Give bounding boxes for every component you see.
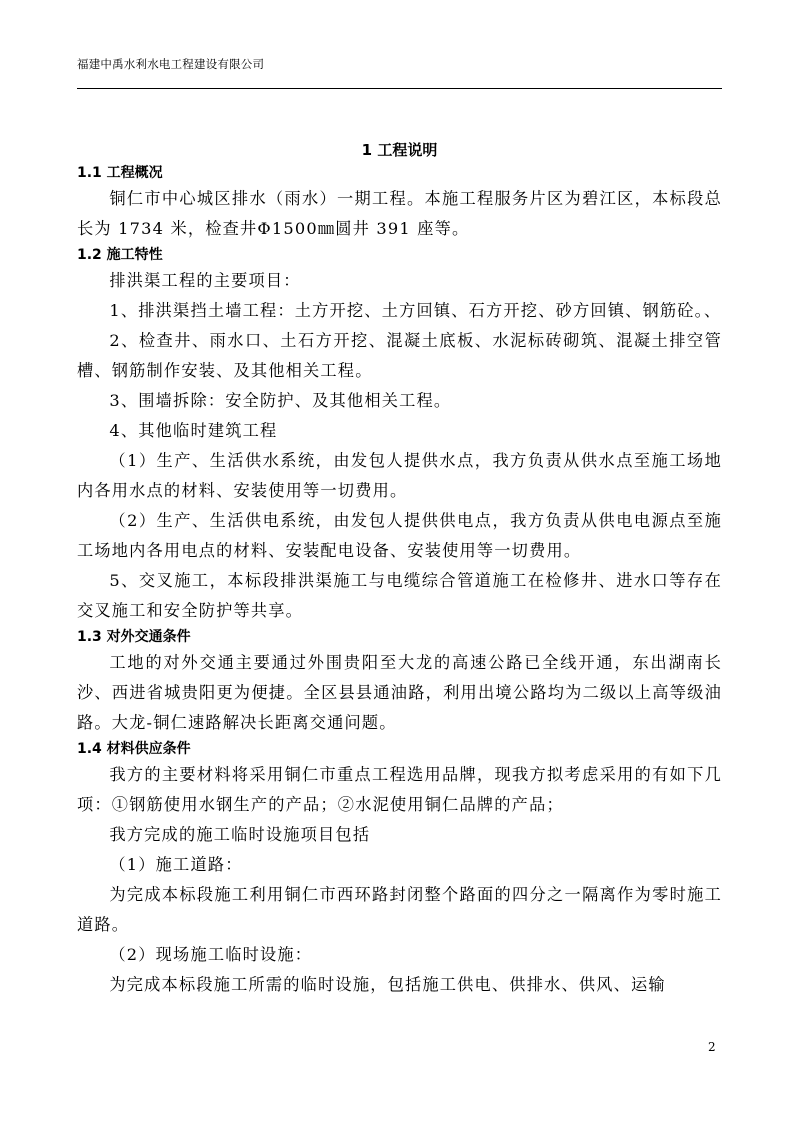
- header-divider: [77, 88, 722, 89]
- paragraph: 为完成本标段施工利用铜仁市西环路封闭整个路面的四分之一隔离作为零时施工道路。: [77, 885, 722, 934]
- paragraph: 1、排洪渠挡土墙工程：土方开挖、土方回镇、石方开挖、砂方回镇、钢筋砼。、: [109, 301, 722, 320]
- page-header-company: 福建中禹水利水电工程建设有限公司: [77, 57, 265, 71]
- paragraph: 2、检查井、雨水口、土石方开挖、混凝土底板、水泥标砖砌筑、混凝土排空管槽、钢筋制作安装、及其他相关工程。: [77, 331, 722, 380]
- paragraph: 我方的主要材料将采用铜仁市重点工程选用品牌，现我方拟考虑采用的有如下几项：①钢筋使用水钢生产的产品；②水泥使用铜仁品牌的产品；: [77, 765, 722, 814]
- paragraph: 铜仁市中心城区排水（雨水）一期工程。本施工程服务片区为碧江区，本标段总长为 1734 米，检查井Φ1500㎜圆井 391 座等。: [77, 189, 722, 238]
- section-heading: 1.4 材料供应条件: [77, 741, 191, 757]
- paragraph: 排洪渠工程的主要项目：: [109, 271, 301, 290]
- document-body: [77, 138, 722, 1000]
- section-heading: 1.1 工程概况: [77, 165, 163, 181]
- paragraph: （2）现场施工临时设施：: [109, 945, 313, 964]
- paragraph: 为完成本标段施工所需的临时设施，包括施工供电、供排水、供风、运输: [109, 975, 666, 994]
- section-heading: 1.3 对外交通条件: [77, 629, 191, 645]
- paragraph: （1）施工道路：: [109, 855, 243, 874]
- paragraph: （2）生产、生活供电系统，由发包人提供供电点，我方负责从供电电源点至施工场地内各用电点的材料、安装配电设备、安装使用等一切费用。: [77, 511, 722, 560]
- chapter-title: 1 工程说明: [361, 141, 438, 159]
- paragraph: 3、围墙拆除：安全防护、及其他相关工程。: [109, 391, 452, 410]
- section-heading: 1.2 施工特性: [77, 247, 163, 263]
- paragraph: 我方完成的施工临时设施项目包括: [109, 825, 371, 844]
- paragraph: （1）生产、生活供水系统，由发包人提供水点，我方负责从供水点至施工场地内各用水点的材料、安装使用等一切费用。: [77, 451, 722, 500]
- paragraph: 4、其他临时建筑工程: [109, 421, 278, 440]
- paragraph: 工地的对外交通主要通过外围贵阳至大龙的高速公路已全线开通，东出湖南长沙、西进省城贵阳更为便捷。全区县县通油路，利用出境公路均为二级以上高等级油路。大龙-铜仁速路解决长距离交通问题。: [77, 653, 722, 732]
- page-number: 2: [708, 1040, 716, 1054]
- paragraph: 5、交叉施工，本标段排洪渠施工与电缆综合管道施工在检修井、进水口等存在交叉施工和安全防护等共享。: [77, 571, 722, 620]
